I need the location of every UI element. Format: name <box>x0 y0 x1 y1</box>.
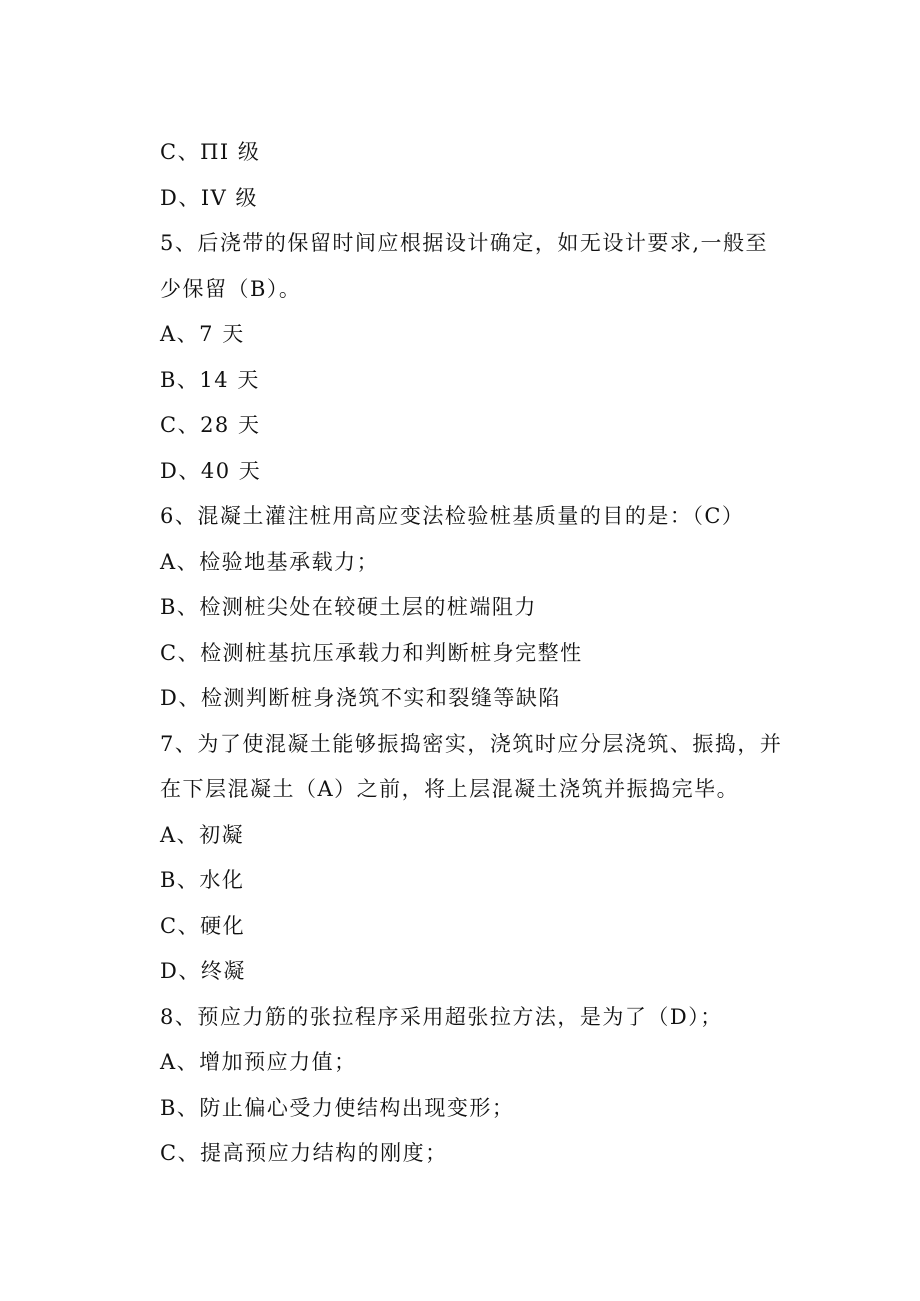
question-8: 8、预应力筋的张拉程序采用超张拉方法，是为了（D）； <box>160 1004 723 1029</box>
option-a-q6: A、检验地基承载力； <box>160 549 380 574</box>
question-7-line-2: 在下层混凝土（A）之前，将上层混凝土浇筑并振捣完毕。 <box>160 777 740 801</box>
option-d-q4: D、IV 级 <box>160 185 258 210</box>
option-c-q5: C、28 天 <box>160 413 261 437</box>
option-c-q8: C、提高预应力结构的刚度； <box>160 1141 448 1165</box>
option-c-q7: C、硬化 <box>160 913 246 938</box>
option-d-q5: D、40 天 <box>160 458 262 483</box>
option-c-q6: C、检测桩基抗压承载力和判断桩身完整性 <box>160 640 583 665</box>
option-d-q7: D、终凝 <box>160 959 246 983</box>
option-c-q4: C、ΠI 级 <box>160 140 261 164</box>
option-b-q6: B、检测桩尖处在较硬土层的桩端阻力 <box>160 595 537 619</box>
document-body <box>160 130 810 1177</box>
option-b-q5: B、14 天 <box>160 367 260 392</box>
question-6: 6、混凝土灌注桩用高应变法检验桩基质量的目的是：（C） <box>160 504 745 528</box>
question-5-line-2: 少保留（B）。 <box>160 276 302 301</box>
option-a-q8: A、增加预应力值； <box>160 1050 357 1074</box>
question-5-line-1: 5、后浇带的保留时间应根据设计确定，如无设计要求,一般至 <box>160 231 769 255</box>
option-b-q7: B、水化 <box>160 868 245 892</box>
option-d-q6: D、检测判断桩身浇筑不实和裂缝等缺陷 <box>160 686 561 710</box>
question-7-line-1: 7、为了使混凝土能够振捣密实，浇筑时应分层浇筑、振捣，并 <box>160 731 783 756</box>
option-a-q7: A、初凝 <box>160 822 245 847</box>
option-a-q5: A、7 天 <box>160 322 245 346</box>
option-b-q8: B、防止偏心受力使结构出现变形； <box>160 1095 515 1120</box>
